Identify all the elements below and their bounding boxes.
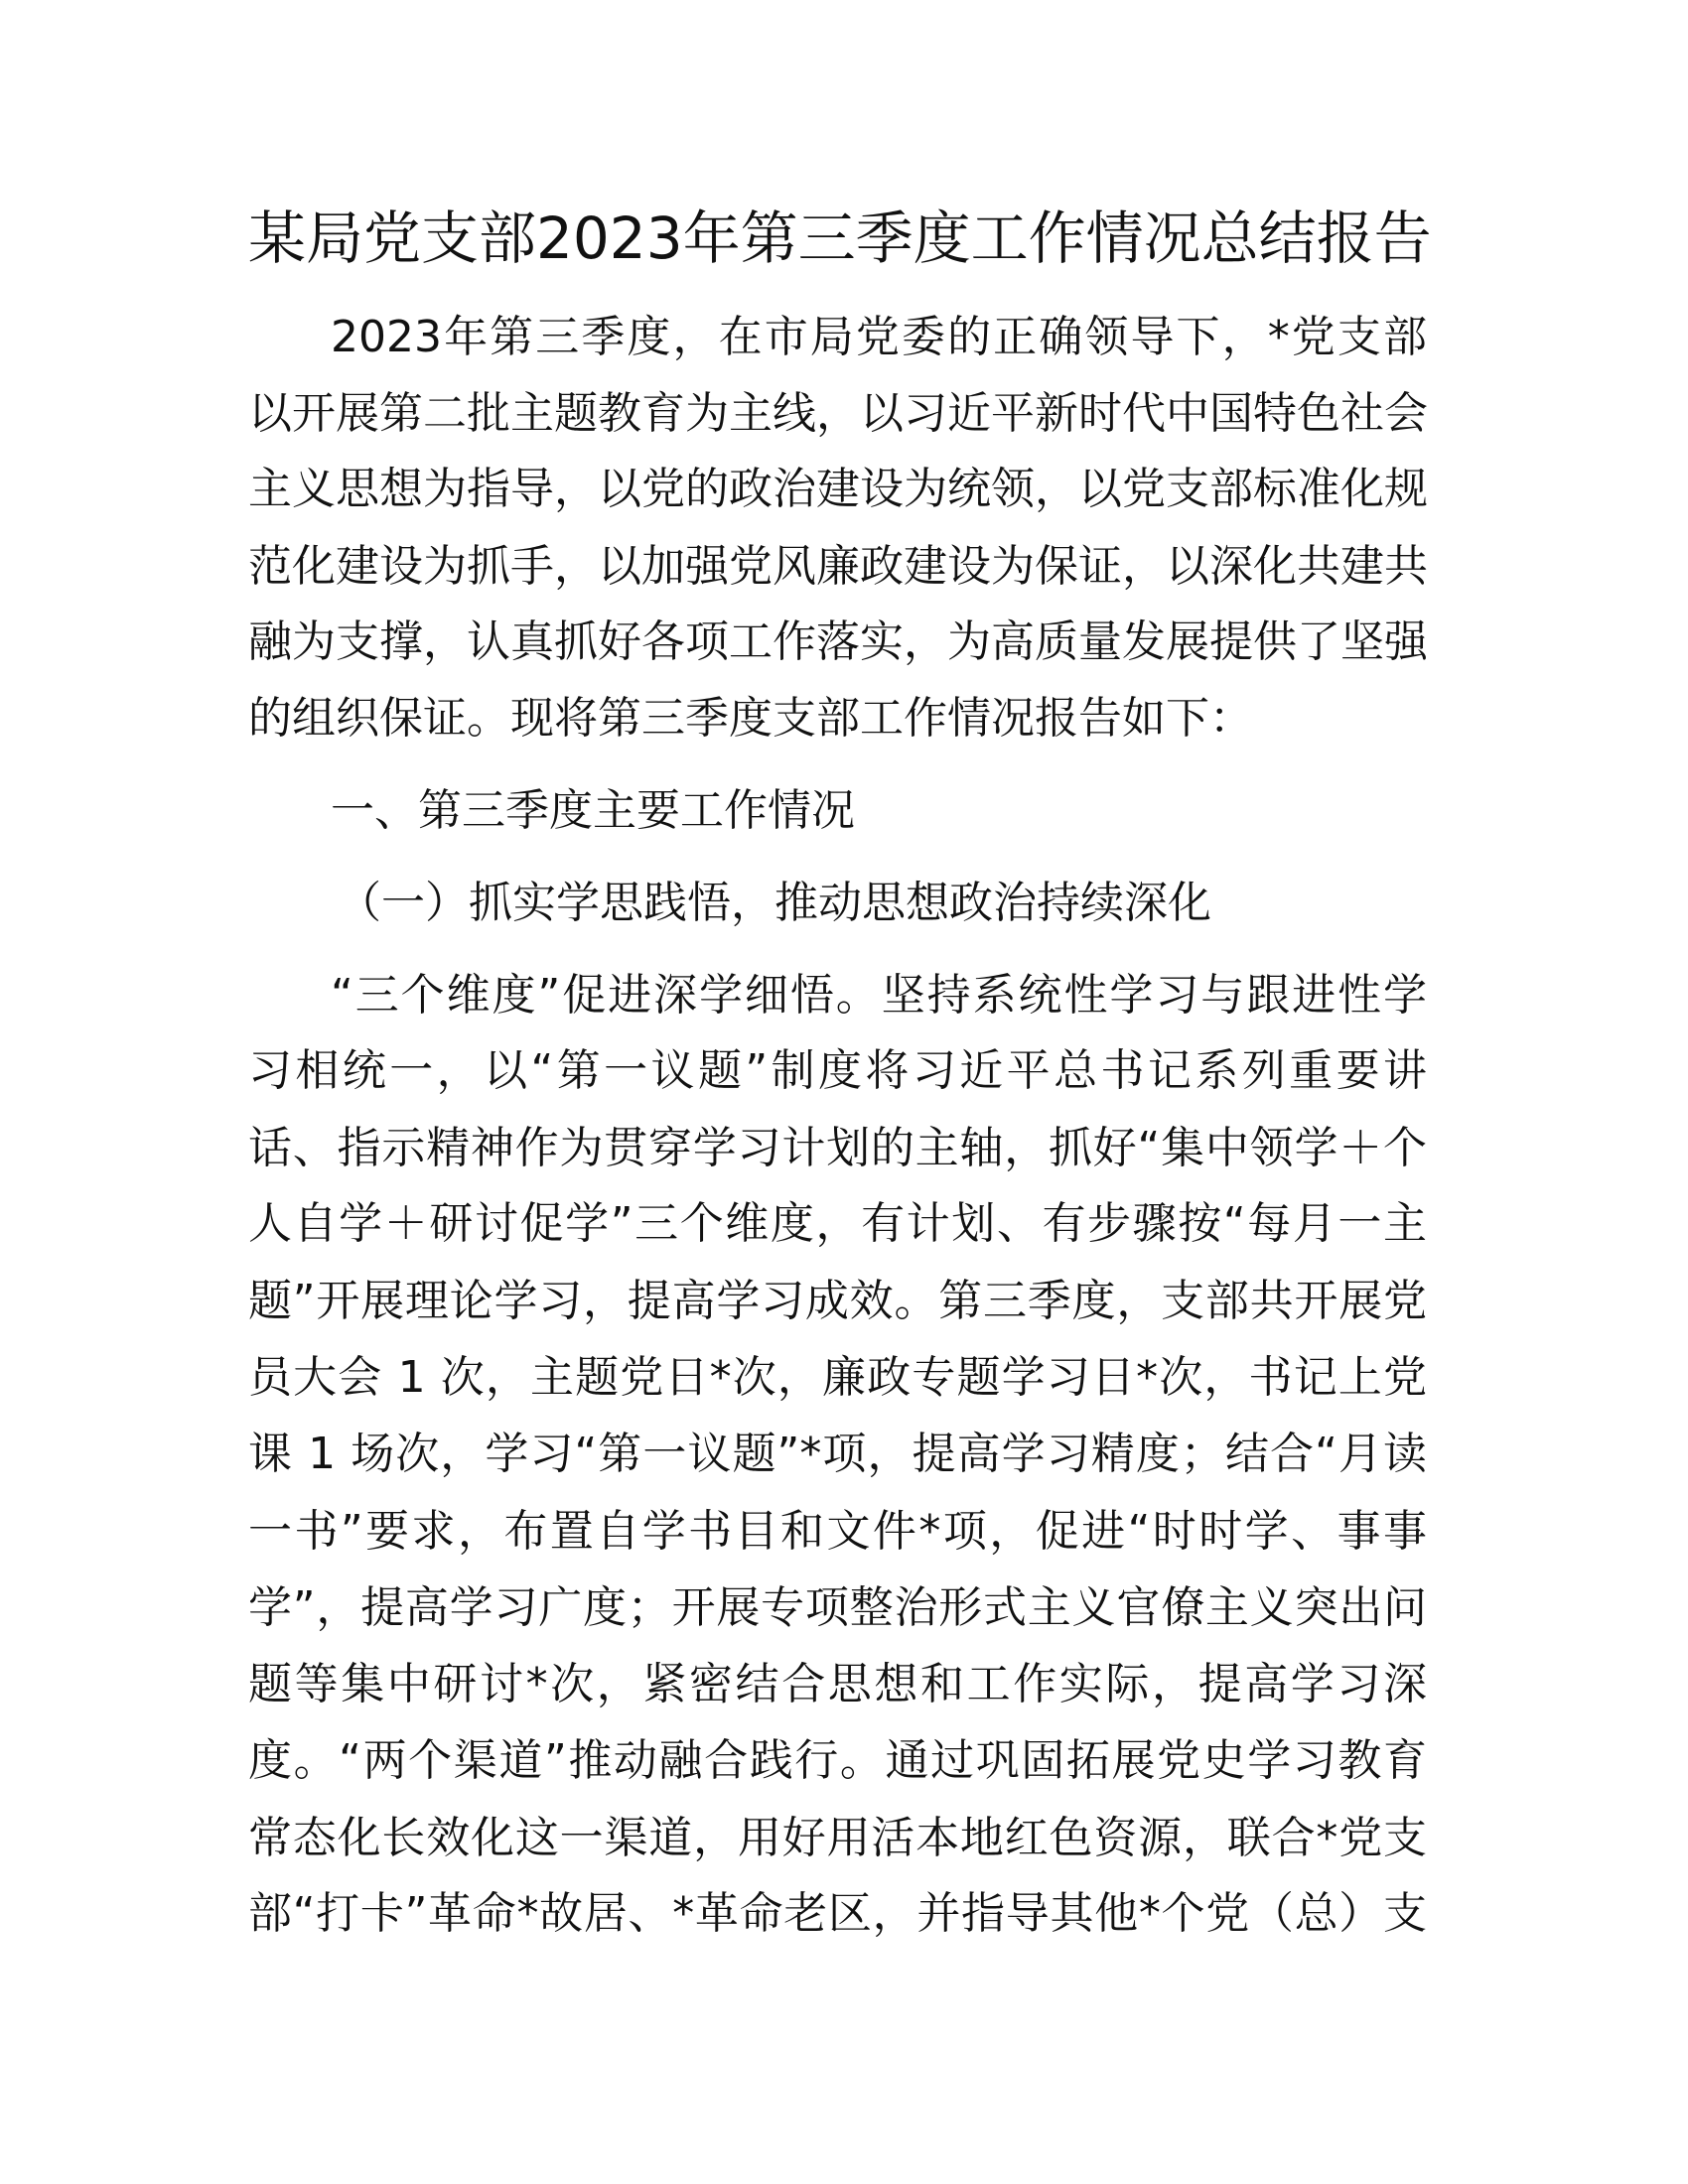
paragraph-line: 题”开展理论学习，提高学习成效。第三季度，支部共开展党 — [248, 1276, 1427, 1326]
paragraph-line: “三个维度”促进深学细悟。坚持系统性学习与跟进性学 — [331, 970, 1427, 1021]
paragraph-line: 习相统一，以“第一议题”制度将习近平总书记系列重要讲 — [248, 1045, 1427, 1096]
paragraph-line: 人自学＋研讨促学”三个维度，有计划、有步骤按“每月一主 — [248, 1198, 1427, 1249]
paragraph-line: 一书”要求，布置自学书目和文件*项，促进“时时学、事事 — [248, 1506, 1427, 1557]
paragraph-line: 课 1 场次，学习“第一议题”*项，提高学习精度；结合“月读 — [248, 1429, 1427, 1479]
paragraph-line: 度。“两个渠道”推动融合践行。通过巩固拓展党史学习教育 — [248, 1735, 1427, 1786]
paragraph-line: 的组织保证。现将第三季度支部工作情况报告如下： — [248, 693, 1253, 744]
paragraph-line: 话、指示精神作为贯穿学习计划的主轴，抓好“集中领学＋个 — [248, 1123, 1427, 1173]
paragraph-line: 主义思想为指导，以党的政治建设为统领，以党支部标准化规 — [248, 464, 1428, 514]
paragraph-line: 题等集中研讨*次，紧密结合思想和工作实际，提高学习深 — [248, 1659, 1427, 1709]
subsection-heading: （一）抓实学思践悟，推动思想政治持续深化 — [338, 878, 1211, 928]
paragraph-line: 学”，提高学习广度；开展专项整治形式主义官僚主义突出问 — [248, 1582, 1427, 1633]
section-heading: 一、第三季度主要工作情况 — [331, 785, 855, 836]
paragraph-line: 范化建设为抓手，以加强党风廉政建设为保证，以深化共建共 — [248, 541, 1428, 592]
paragraph-line: 以开展第二批主题教育为主线，以习近平新时代中国特色社会 — [248, 388, 1428, 439]
paragraph-line: 融为支撑，认真抓好各项工作落实，为高质量发展提供了坚强 — [248, 616, 1428, 667]
paragraph-line: 2023年第三季度，在市局党委的正确领导下，*党支部 — [331, 312, 1427, 362]
document-title: 某局党支部2023年第三季度工作情况总结报告 — [248, 205, 1432, 272]
paragraph-line: 常态化长效化这一渠道，用好用活本地红色资源，联合*党支 — [248, 1813, 1427, 1863]
paragraph-line: 部“打卡”革命*故居、*革命老区，并指导其他*个党（总）支 — [248, 1888, 1427, 1939]
paragraph-line: 员大会 1 次，主题党日*次，廉政专题学习日*次，书记上党 — [248, 1352, 1427, 1403]
